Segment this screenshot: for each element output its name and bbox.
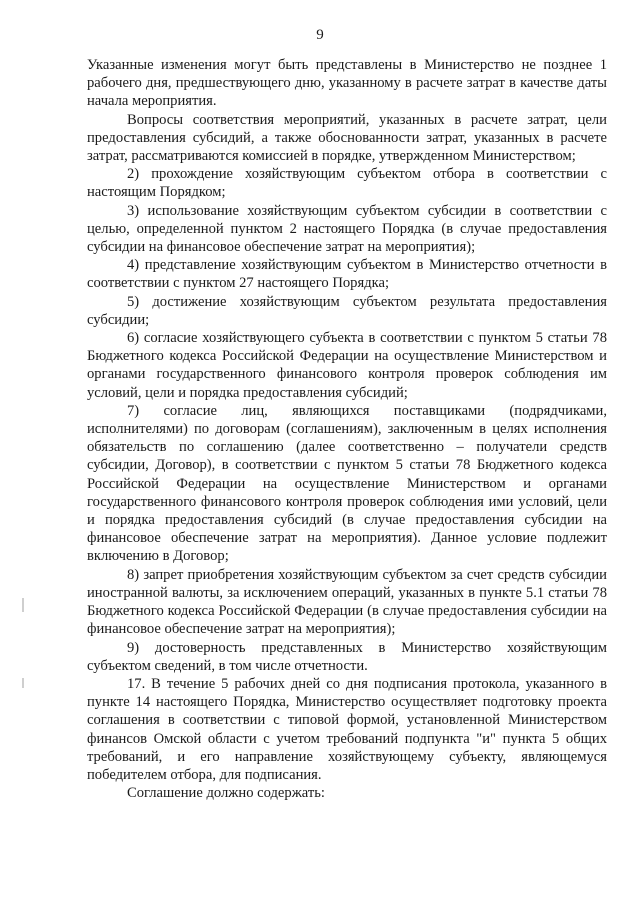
paragraph: Соглашение должно содержать: [127, 785, 325, 802]
paragraph: Указанные изменения могут быть представлены в Министерство не позднее 1 рабочего дня, предшествующего дню, указанному в расчете затрат в качестве даты начала мероприятия. [87, 57, 607, 110]
paragraph: 3) использование хозяйствующим субъектом субсидии в соответствии с целью, определенной пунктом 2 настоящего Порядка (в случае предоставления субсидии на финансовое обеспечение затрат на мероприятия); [87, 202, 607, 256]
paragraph: 2) прохождение хозяйствующим субъектом отбора в соответствии с настоящим Порядком; [87, 166, 607, 201]
paragraph: 7) согласие лиц, являющихся поставщиками (подрядчиками, исполнителями) по договорам (соглашениям), заключенным в целях исполнения обязательств по соглашению (далее соответственно – получатели средств субсидии, Договор), в соответствии с пунктом 5 статьи 78 Бюджетного кодекса Российской Федерации на осуществление Министерством и органами государственного финансового контроля проверок соблюдения ими условий, цели и порядка предоставления субсидий (в случае предоставления субсидии на финансовое обеспечение затрат на мероприятия). Данное условие подлежит включению в Договор; [87, 402, 607, 565]
paragraph: 6) согласие хозяйствующего субъекта в соответствии с пунктом 5 статьи 78 Бюджетного кодекса Российской Федерации на осуществление Министерством и органами государственного финансового контроля проверок соблюдения им условий, цели и порядка предоставления субсидий; [87, 330, 607, 401]
paragraph: 5) достижение хозяйствующим субъектом результата предоставления субсидии; [87, 293, 607, 328]
paragraph: 8) запрет приобретения хозяйствующим субъектом за счет средств субсидии иностранной валюты, за исключением операций, указанных в пункте 5.1 статьи 78 Бюджетного кодекса Российской Федерации (в случае предоставления субсидии на финансовое обеспечение затрат на мероприятия); [87, 566, 607, 638]
scan-margin-mark [22, 598, 24, 612]
page-number: 9 [316, 27, 324, 43]
paragraph: Вопросы соответствия мероприятий, указанных в расчете затрат, цели предоставления субсидий, а также обоснованности затрат, указанных в расчете затрат, рассматриваются комиссией в порядке, утвержденном Министерством; [87, 111, 607, 165]
scan-margin-mark [22, 678, 24, 688]
document-body [87, 56, 607, 802]
paragraph: 4) представление хозяйствующим субъектом в Министерство отчетности в соответствии с пунктом 27 настоящего Порядка; [87, 257, 607, 292]
paragraph: 17. В течение 5 рабочих дней со дня подписания протокола, указанного в пункте 14 настоящего Порядка, Министерство осуществляет подготовку проекта соглашения в соответствии с типовой формой, установленной Министерством финансов Омской области с учетом требований подпункта "и" пункта 5 общих требований, и его направление хозяйствующему субъекту, являющемуся победителем отбора, для подписания. [87, 675, 607, 783]
paragraph: 9) достоверность представленных в Министерство хозяйствующим субъектом сведений, в том числе отчетности. [87, 639, 607, 674]
